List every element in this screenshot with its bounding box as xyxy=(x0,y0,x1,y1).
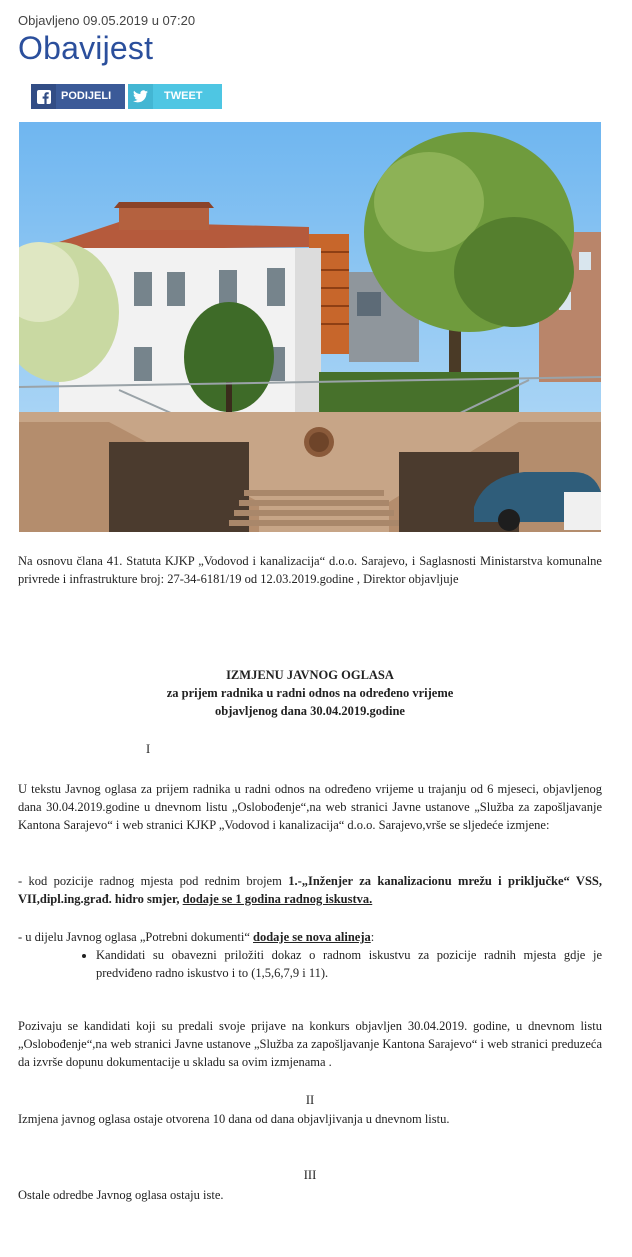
p2-prefix: - kod pozicije radnog mjesta pod rednim brojem xyxy=(18,874,289,888)
facebook-share-label: PODIJELI xyxy=(61,90,112,102)
publish-date: Objavljeno 09.05.2019 u 07:20 xyxy=(18,13,196,28)
intro-paragraph: Na osnovu člana 41. Statuta KJKP „Vodovod i kanalizacija“ d.o.o. Sarajevo, i Saglasnosti Ministarstva komunalne privrede i infrastrukture broj: 27-34-6181/19 od 12.03.2019.godine , Direktor objavljuje xyxy=(18,554,602,586)
heading-line-1: IZMJENU JAVNOG OGLASA xyxy=(226,668,394,682)
section-2-number: II xyxy=(305,1093,315,1107)
list-item: • Kandidati su obavezni priložiti dokaz o radnom iskustvu za pozicije radnih mjesta gdje je predviđeno radno iskustvo i to (1,5,6,7,9 i 11). xyxy=(96,946,602,982)
p3-change: dodaje se nova alineja xyxy=(253,930,371,944)
section-1-paragraph-1: U tekstu Javnog oglasa za prijem radnika u radni odnos na određeno vrijeme u trajanju od 6 mjeseci, objavljenog dana 30.04.2019.godine u dnevnom listu „Oslobođenje“,na web stranici Javne ustanove „Služba za zapošljavanje Kantona Sarajevo“ i web stranici KJKP „Vodovod i kanalizacija“ d.o.o. Sarajevo,vrše se sljedeće izmjene: xyxy=(18,782,602,832)
p3-colon: : xyxy=(370,930,375,944)
section-1-paragraph-2 xyxy=(18,872,602,908)
p3-prefix: - u dijelu Javnog oglasa „Potrebni dokumenti“ xyxy=(18,930,254,944)
section-1-paragraph-3 xyxy=(18,928,602,982)
page-title: Obavijest xyxy=(18,30,154,66)
building-photo xyxy=(19,122,601,532)
twitter-share-label: TWEET xyxy=(164,90,203,102)
p2-position: 1.-„Inženjer za kanalizacionu mrežu i priključke“ VSS, VII,dipl.ing.građ. hidro smjer, xyxy=(18,874,602,906)
section-1-number: I xyxy=(146,742,151,756)
new-requirement-list xyxy=(18,946,602,982)
section-3-number: III xyxy=(303,1168,317,1182)
section-2-text: Izmjena javnog oglasa ostaje otvorena 10 dana od dana objavljivanja u dnevnom listu. xyxy=(18,1112,450,1126)
section-1-paragraph-4: Pozivaju se kandidati koji su predali svoje prijave na konkurs objavljen 30.04.2019. godine, u dnevnom listu „Oslobođenje“,na web stranici Javne ustanove „Služba za zapošljavanje Kantona Sarajevo“ i web stranici preduzeća da izvrše dopunu dokumentacije u skladu sa ovim izmjenama . xyxy=(18,1019,602,1069)
section-3-text: Ostale odredbe Javnog oglasa ostaju iste. xyxy=(18,1188,224,1202)
twitter-share-button[interactable] xyxy=(128,84,222,109)
facebook-icon xyxy=(31,84,56,109)
announcement-heading xyxy=(18,666,602,720)
twitter-icon xyxy=(128,84,153,109)
facebook-share-button[interactable] xyxy=(31,84,125,109)
heading-line-3: objavljenog dana 30.04.2019.godine xyxy=(215,704,405,718)
p2-change: dodaje se 1 godina radnog iskustva. xyxy=(182,892,373,906)
heading-line-2: za prijem radnika u radni odnos na određeno vrijeme xyxy=(166,686,454,700)
